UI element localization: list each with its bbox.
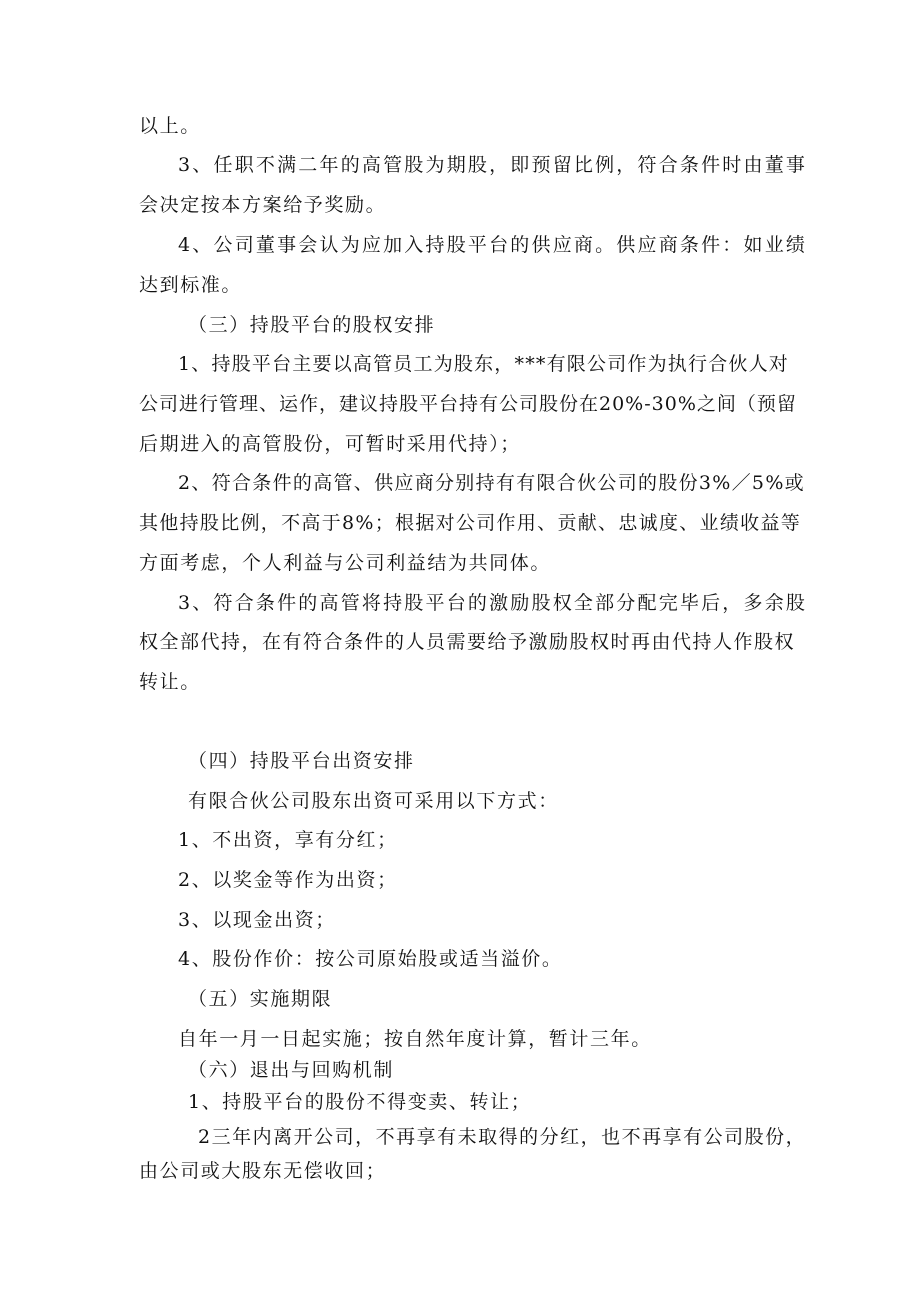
list-item: 1、不出资，享有分红； [178,829,398,851]
text-line: 公司进行管理、运作，建议持股平台持有公司股份在20%-30%之间（预留 [139,393,797,415]
list-item: 2、以奖金等作为出资； [178,869,398,891]
text-line: 自年一月一日起实施；按自然年度计算，暂计三年。 [178,1028,652,1050]
text-line: 1、持股平台主要以高管员工为股东，***有限公司作为执行合伙人对 [178,353,789,375]
text-line: 会决定按本方案给予奖励。 [139,194,387,216]
text-line: 2、符合条件的高管、供应商分别持有有限合伙公司的股份3%／5%或 [178,472,805,494]
text-line: 后期进入的高管股份，可暂时采用代持）； [139,433,521,455]
text-line: 转让。 [139,671,201,693]
section-heading: （五）实施期限 [188,988,333,1010]
text-line: 3、任职不满二年的高管股为期股，即预留比例，符合条件时由董事 [178,154,808,176]
section-heading: （四）持股平台出资安排 [188,750,415,772]
list-item: 4、股份作价：按公司原始股或适当溢价。 [178,948,563,970]
text-line: 4、公司董事会认为应加入持股平台的供应商。供应商条件：如业绩 [178,234,808,256]
section-heading: （三）持股平台的股权安排 [188,314,436,336]
text-line: 由公司或大股东无偿收回； [139,1160,387,1182]
text-line: 达到标准。 [139,274,243,296]
text-line: 方面考虑，个人利益与公司利益结为共同体。 [139,552,552,574]
list-item: 3、以现金出资； [178,909,336,931]
text-line: 1、持股平台的股份不得变卖、转让； [188,1091,532,1113]
text-line: 其他持股比例，不高于8%；根据对公司作用、贡献、忠诚度、业绩收益等 [139,512,802,534]
text-line: 有限合伙公司股东出资可采用以下方式： [188,790,559,812]
text-line: 3、符合条件的高管将持股平台的激励股权全部分配完毕后，多余股 [178,592,808,614]
text-line: 2三年内离开公司，不再享有未取得的分红，也不再享有公司股份， [198,1126,807,1148]
text-line: 以上。 [139,115,201,137]
text-line: 权全部代持，在有符合条件的人员需要给予激励股权时再由代持人作股权 [139,631,796,653]
section-heading: （六）退出与回购机制 [188,1059,395,1081]
